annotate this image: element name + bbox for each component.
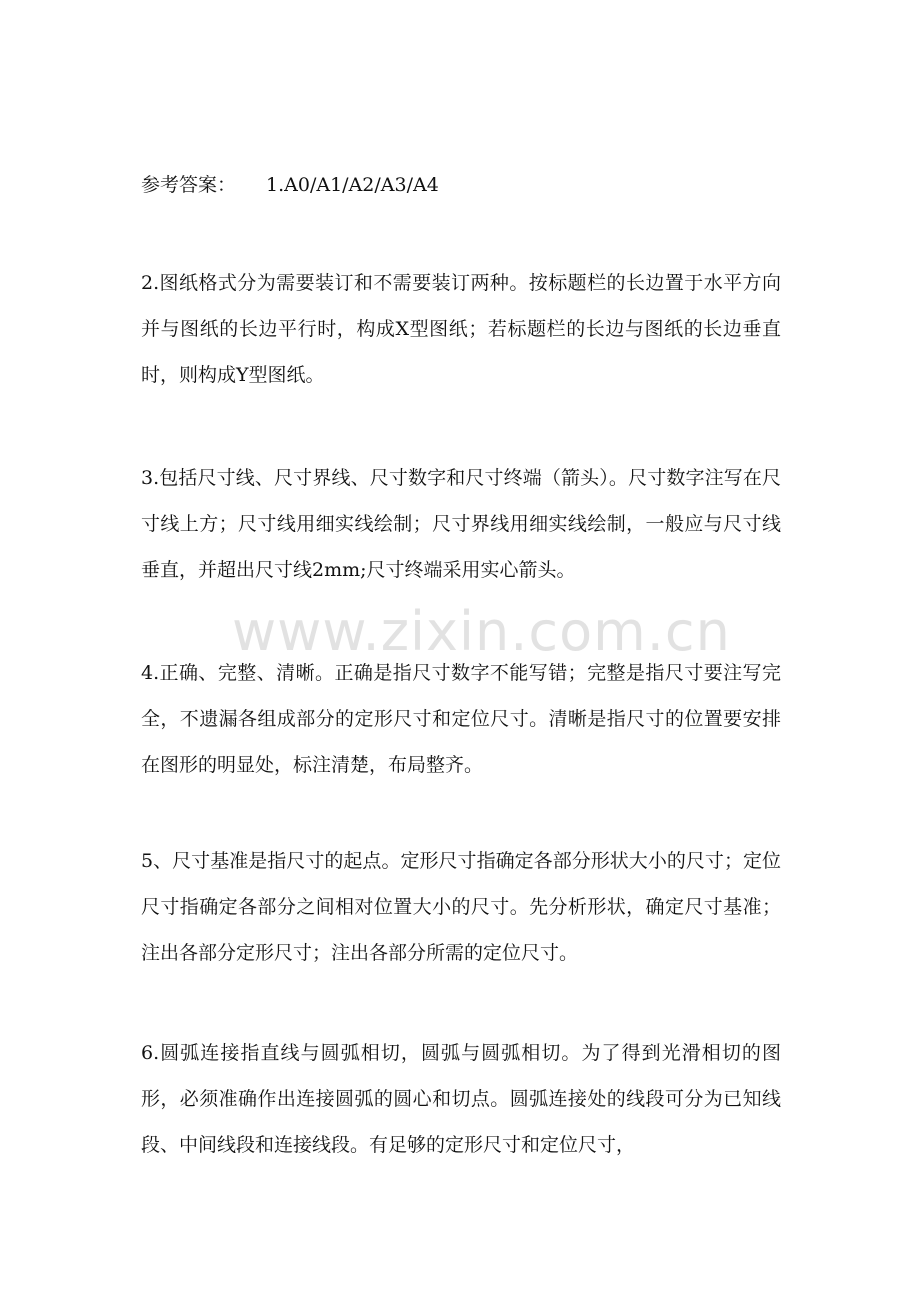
answer-1: 1.A0/A1/A2/A3/A4 <box>266 174 439 196</box>
answer-4: 4.正确、完整、清晰。正确是指尺寸数字不能写错；完整是指尺寸要注写完全，不遗漏各组成部分的定形尺寸和定位尺寸。清晰是指尺寸的位置要安排在图形的明显处，标注清楚，布局整齐。 <box>141 662 781 776</box>
watermark: www.zixin.com.cn <box>232 600 731 663</box>
answer-heading-line <box>141 170 439 200</box>
answer-label: 参考答案： <box>141 174 237 196</box>
answer-6: 6.圆弧连接指直线与圆弧相切，圆弧与圆弧相切。为了得到光滑相切的图形，必须准确作出连接圆弧的圆心和切点。圆弧连接处的线段可分为已知线段、中间线段和连接线段。有足够的定形尺寸和定位尺寸， <box>141 1042 781 1156</box>
answer-2: 2.图纸格式分为需要装订和不需要装订两种。按标题栏的长边置于水平方向并与图纸的长边平行时，构成X型图纸；若标题栏的长边与图纸的长边垂直时，则构成Y型图纸。 <box>141 272 781 386</box>
answer-5: 5、尺寸基准是指尺寸的起点。定形尺寸指确定各部分形状大小的尺寸；定位尺寸指确定各部分之间相对位置大小的尺寸。先分析形状，确定尺寸基准；注出各部分定形尺寸；注出各部分所需的定位尺寸。 <box>141 850 781 964</box>
answer-3: 3.包括尺寸线、尺寸界线、尺寸数字和尺寸终端（箭头）。尺寸数字注写在尺寸线上方；尺寸线用细实线绘制；尺寸界线用细实线绘制，一般应与尺寸线垂直，并超出尺寸线2mm;尺寸终端采用实心箭头。 <box>141 467 781 581</box>
